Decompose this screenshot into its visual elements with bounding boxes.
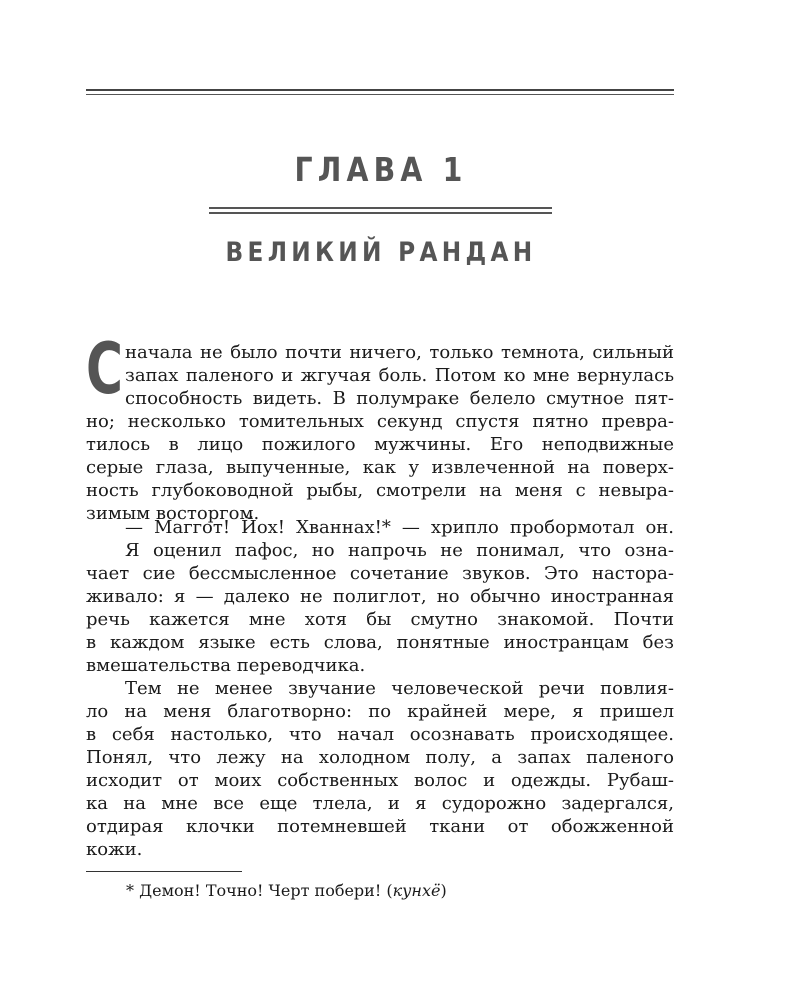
text-line: чает сие бессмысленное сочетание звуков. Это настора-: [86, 563, 674, 584]
footnote-rule: [86, 871, 242, 872]
text-line: живало: я — далеко не полиглот, но обычно иностранная: [86, 586, 674, 607]
text-line: Понял, что лежу на холодном полу, а запах паленого: [86, 747, 674, 768]
footnote-text: * Демон! Точно! Черт побери! (: [126, 881, 393, 900]
text-line: вмешательства переводчика.: [86, 655, 366, 676]
divider-line-lower: [209, 212, 552, 214]
footnote-close: ): [440, 881, 447, 900]
text-line: зимым восторгом.: [86, 503, 260, 524]
text-line: речь кажется мне хотя бы смутно знакомой. Почти: [86, 609, 674, 630]
text-line: кожи.: [86, 839, 143, 860]
text-line: но; несколько томительных секунд спустя пятно превра-: [86, 411, 674, 432]
text-line: в себя настолько, что начал осознавать происходящее.: [86, 724, 674, 745]
top-rule: [86, 89, 674, 95]
text-line: отдирая клочки потемневшей ткани от обожженной: [86, 816, 674, 837]
text-line: способность видеть. В полумраке белело смутное пят-: [125, 388, 674, 409]
text-line: ность глубоководной рыбы, смотрели на меня с невыра-: [86, 480, 674, 501]
text-line: исходит от моих собственных волос и одежды. Рубаш-: [86, 770, 674, 791]
text-line: Я оценил пафос, но напрочь не понимал, что озна-: [125, 540, 674, 561]
text-line: запах паленого и жгучая боль. Потом ко мне вернулась: [125, 365, 674, 386]
text-line: Тем не менее звучание человеческой речи повлия-: [125, 678, 674, 699]
text-line: серые глаза, выпученные, как у извлеченной на поверх-: [86, 457, 674, 478]
footnote: [126, 880, 447, 902]
chapter-divider: [209, 207, 552, 214]
chapter-subtitle: ВЕЛИКИЙ РАНДАН: [225, 237, 537, 268]
text-line: тилось в лицо пожилого мужчины. Его неподвижные: [86, 434, 674, 455]
footnote-source: кунхё: [392, 881, 441, 900]
drop-cap: С: [86, 328, 123, 410]
text-line: в каждом языке есть слова, понятные иностранцам без: [86, 632, 674, 653]
chapter-title: ГЛАВА 1: [294, 150, 468, 189]
divider-line-upper: [209, 207, 552, 209]
text-line: — Маггот! Йох! Хваннах!* — хрипло пробормотал он.: [125, 517, 674, 538]
text-line: ка на мне все еще тлела, и я судорожно задергался,: [86, 793, 674, 814]
text-line: ло на меня благотворно: по крайней мере, я пришел: [86, 701, 674, 722]
text-line: начала не было почти ничего, только темнота, сильный: [125, 342, 674, 363]
